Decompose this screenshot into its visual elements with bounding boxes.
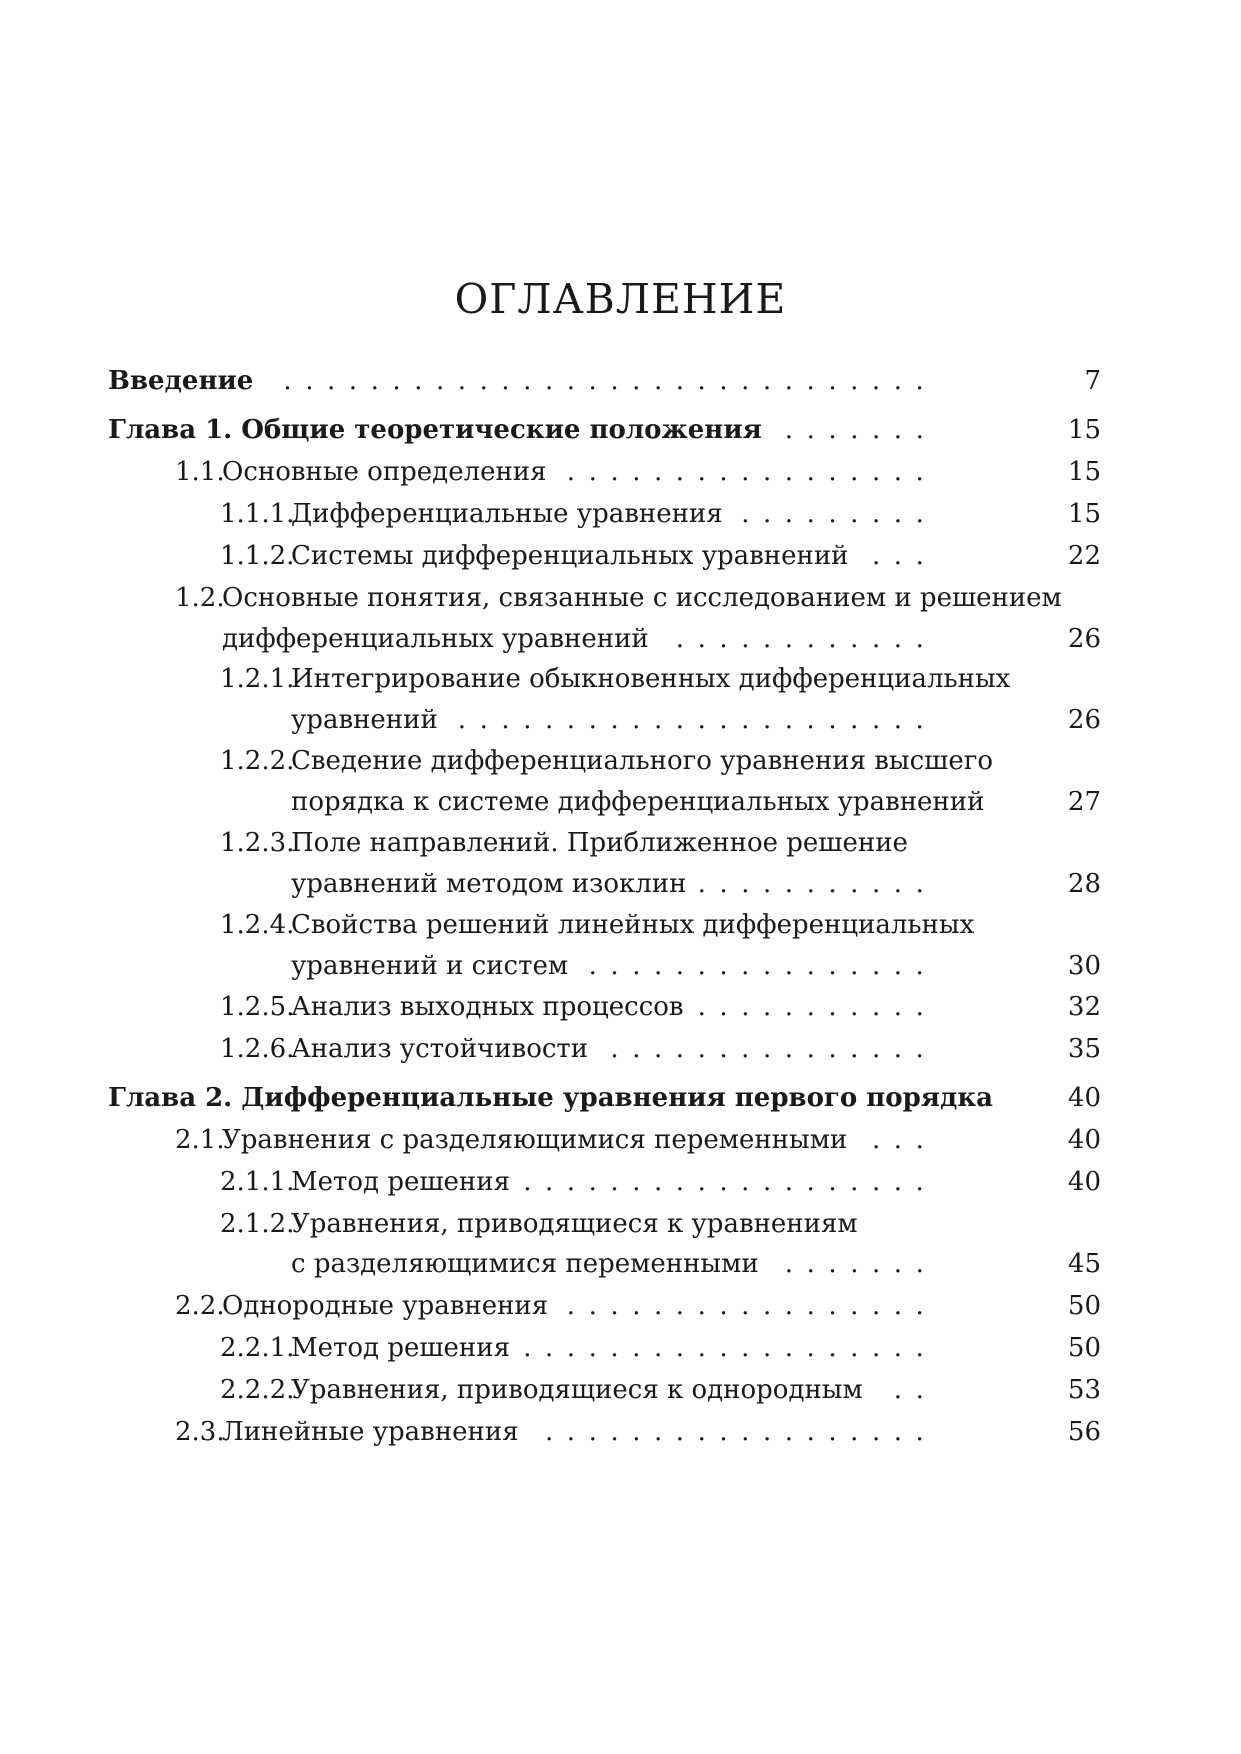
toc-entry xyxy=(0,1373,1241,1407)
toc-page-number: 40 xyxy=(1067,1125,1101,1155)
toc-entry-number: 2.2. xyxy=(175,1291,225,1321)
dot-leader: . . . . . . . . . . . . . . . . . . xyxy=(545,1417,924,1447)
dot-leader: . . . xyxy=(872,1125,924,1155)
toc-entry-title[interactable]: Уравнения, приводящиеся к уравнениям xyxy=(291,1209,858,1239)
toc-entry xyxy=(0,1081,1241,1115)
toc-entry-title[interactable]: Сведение дифференциального уравнения высшего xyxy=(291,746,993,776)
toc-entry-title[interactable]: Глава 1. Общие теоретические положения xyxy=(108,415,762,445)
toc-entry-continuation xyxy=(0,949,1241,983)
toc-entry xyxy=(0,1207,1241,1241)
toc-entry-title[interactable]: Основные понятия, связанные с исследованием и решением xyxy=(222,583,1062,613)
toc-entry xyxy=(0,581,1241,615)
toc-entry xyxy=(0,455,1241,489)
toc-entry-title[interactable]: Уравнения с разделяющимися переменными xyxy=(222,1125,848,1155)
toc-entry-continuation xyxy=(0,785,1241,819)
dot-leader: . . . . . . . . . . . . . . . . . . . xyxy=(523,1167,924,1197)
toc-page-number: 30 xyxy=(1067,951,1101,981)
toc-page-number: 50 xyxy=(1067,1333,1101,1363)
toc-entry-title-continuation[interactable]: с разделяющимися переменными xyxy=(291,1249,759,1279)
toc-entry-number: 2.1. xyxy=(175,1125,225,1155)
toc-entry-number: 2.1.1. xyxy=(220,1167,295,1197)
toc-page-number: 56 xyxy=(1067,1417,1101,1447)
toc-page-number: 22 xyxy=(1067,541,1101,571)
toc-entry-continuation xyxy=(0,703,1241,737)
toc-entry xyxy=(0,990,1241,1024)
dot-leader: . . . . . . . . . . . xyxy=(697,992,924,1022)
toc-entry-number: 1.2.6. xyxy=(220,1034,295,1064)
toc-entry-number: 2.3. xyxy=(175,1417,225,1447)
toc-entry xyxy=(0,539,1241,573)
page-title: ОГЛАВЛЕНИЕ xyxy=(454,275,787,323)
toc-entry-number: 1.2.4. xyxy=(220,910,295,940)
toc-entry xyxy=(0,1032,1241,1066)
toc-page-number: 40 xyxy=(1067,1167,1101,1197)
toc-entry-title[interactable]: Поле направлений. Приближенное решение xyxy=(291,828,908,858)
toc-entry-title[interactable]: Системы дифференциальных уравнений xyxy=(291,541,849,571)
toc-entry-title[interactable]: Уравнения, приводящиеся к однородным xyxy=(291,1375,863,1405)
toc-entry-title-continuation[interactable]: уравнений xyxy=(291,705,438,735)
toc-entry-title[interactable]: Метод решения xyxy=(291,1333,510,1363)
dot-leader: . . . . . . . . . . . . . . . xyxy=(610,1034,924,1064)
toc-page-number: 40 xyxy=(1067,1083,1101,1113)
dot-leader: . . . . . . . . . . . . . . . . . . . xyxy=(523,1333,924,1363)
toc-entry-title[interactable]: Дифференциальные уравнения xyxy=(291,499,723,529)
toc-entry xyxy=(0,1331,1241,1365)
toc-entry-title[interactable]: Анализ устойчивости xyxy=(291,1034,589,1064)
toc-entry-number: 1.1. xyxy=(175,457,225,487)
toc-entry xyxy=(0,1123,1241,1157)
toc-entry xyxy=(0,1289,1241,1323)
toc-entry-title-continuation[interactable]: порядка к системе дифференциальных уравнений xyxy=(291,787,985,817)
dot-leader: . . . . . . . . . . . . . . . . xyxy=(588,951,924,981)
toc-entry-continuation xyxy=(0,622,1241,656)
toc-entry xyxy=(0,413,1241,447)
toc-entry-number: 2.1.2. xyxy=(220,1209,295,1239)
toc-entry xyxy=(0,497,1241,531)
toc-entry xyxy=(0,1415,1241,1449)
toc-entry-title[interactable]: Однородные уравнения xyxy=(222,1291,549,1321)
toc-entry-number: 1.2.3. xyxy=(220,828,295,858)
toc-page-number: 35 xyxy=(1067,1034,1101,1064)
toc-entry-title[interactable]: Введение xyxy=(108,366,254,396)
toc-page-number: 15 xyxy=(1067,457,1101,487)
toc-entry xyxy=(0,744,1241,778)
toc-page-number: 26 xyxy=(1067,624,1101,654)
dot-leader: . . . xyxy=(872,541,924,571)
toc-entry-title[interactable]: Линейные уравнения xyxy=(222,1417,519,1447)
toc-entry-number: 1.2.5. xyxy=(220,992,295,1022)
toc-entry xyxy=(0,826,1241,860)
toc-entry xyxy=(0,908,1241,942)
dot-leader: . . . . . . . . . . . . . . . . . . . . . . xyxy=(457,705,924,735)
dot-leader: . . . . . . . . . . . xyxy=(697,869,924,899)
toc-page-number: 50 xyxy=(1067,1291,1101,1321)
toc-entry-number: 1.1.1. xyxy=(220,499,295,529)
toc-entry-title[interactable]: Интегрирование обыкновенных дифференциальных xyxy=(291,664,1011,694)
toc-entry xyxy=(0,364,1241,398)
toc-page-number: 26 xyxy=(1067,705,1101,735)
toc-entry-title[interactable]: Глава 2. Дифференциальные уравнения первого порядка xyxy=(108,1083,993,1113)
dot-leader: . . xyxy=(893,1375,924,1405)
toc-entry-continuation xyxy=(0,1247,1241,1281)
toc-entry-title-continuation[interactable]: уравнений методом изоклин xyxy=(291,869,687,899)
toc-entry-title[interactable]: Основные определения xyxy=(222,457,547,487)
toc-entry-number: 2.2.1. xyxy=(220,1333,295,1363)
toc-page-number: 15 xyxy=(1067,499,1101,529)
toc-page-number: 7 xyxy=(1084,366,1101,396)
toc-entry-title-continuation[interactable]: уравнений и систем xyxy=(291,951,569,981)
toc-entry-number: 1.2. xyxy=(175,583,225,613)
dot-leader: . . . . . . . xyxy=(784,1249,924,1279)
toc-entry xyxy=(0,662,1241,696)
dot-leader: . . . . . . . . . . . . . . . . . xyxy=(566,457,924,487)
toc-entry-number: 1.2.2. xyxy=(220,746,295,776)
toc-entry-title[interactable]: Свойства решений линейных дифференциальных xyxy=(291,910,975,940)
toc-entry xyxy=(0,1165,1241,1199)
toc-page-number: 45 xyxy=(1067,1249,1101,1279)
toc-page-number: 28 xyxy=(1067,869,1101,899)
toc-page-number: 32 xyxy=(1067,992,1101,1022)
toc-entry-number: 1.2.1. xyxy=(220,664,295,694)
toc-entry-number: 2.2.2. xyxy=(220,1375,295,1405)
toc-page-number: 53 xyxy=(1067,1375,1101,1405)
toc-entry-number: 1.1.2. xyxy=(220,541,295,571)
toc-entry-title-continuation[interactable]: дифференциальных уравнений xyxy=(222,624,649,654)
dot-leader: . . . . . . . xyxy=(784,415,924,445)
dot-leader: . . . . . . . . . . . . . . . . . . . . . . . . . . . . . . xyxy=(283,366,924,396)
dot-leader: . . . . . . . . . xyxy=(741,499,924,529)
toc-page-number: 15 xyxy=(1067,415,1101,445)
toc-entry-continuation xyxy=(0,867,1241,901)
toc-page-number: 27 xyxy=(1067,787,1101,817)
dot-leader: . . . . . . . . . . . . xyxy=(675,624,924,654)
toc-entry-title[interactable]: Анализ выходных процессов xyxy=(291,992,684,1022)
dot-leader: . . . . . . . . . . . . . . . . . xyxy=(566,1291,924,1321)
toc-entry-title[interactable]: Метод решения xyxy=(291,1167,510,1197)
